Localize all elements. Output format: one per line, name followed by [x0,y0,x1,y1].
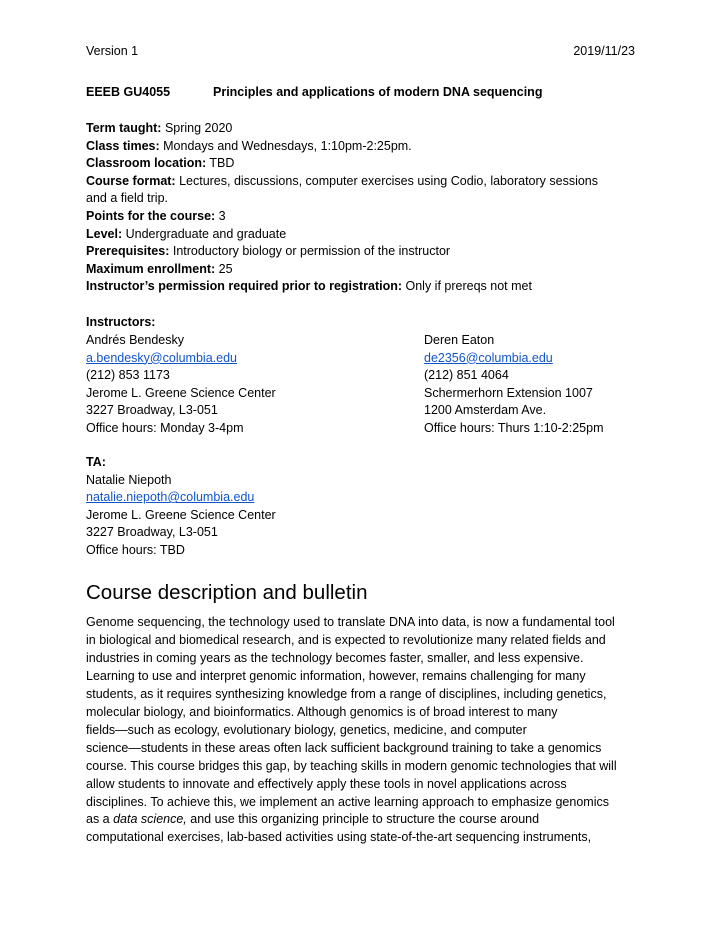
description-text: and use this organizing principle to structure the course around [186,812,540,827]
info-value: Only if prereqs not met [402,279,532,294]
instructor-phone: (212) 851 4064 [424,368,509,383]
info-format [86,173,646,191]
info-label: Maximum enrollment: [86,261,216,276]
instructor-phone: (212) 853 1173 [86,368,170,383]
info-value: 25 [215,261,233,276]
instructors-heading: Instructors: [86,315,156,329]
info-enrollment [86,261,646,279]
info-value: Spring 2020 [161,121,233,135]
description-line: disciplines. To achieve this, we implement an active learning approach to emphasize genomics [86,794,609,809]
description-line: allow students to innovate and effectively apply these tools in novel applications across [86,776,567,791]
instructor-address: 3227 Broadway, L3-051 [86,403,218,418]
ta-heading: TA: [86,455,106,469]
ta-email-link[interactable]: natalie.niepoth@columbia.edu [86,490,255,505]
info-permission [86,278,646,296]
instructor-bendesky [86,332,416,438]
description-line: molecular biology, and bioinformatics. Although genomics is of broad interest to many [86,704,558,719]
info-value: Lectures, discussions, computer exercises using Codio, laboratory sessions [175,173,599,188]
instructor-eaton [424,332,674,438]
description-line: industries in coming years as the technology becomes faster, smaller, and less expensive. [86,650,584,665]
instructors-heading-block [86,314,646,332]
info-value: 3 [215,208,226,223]
ta-block [86,454,646,560]
info-class-times [86,138,646,156]
instructor-email-link[interactable]: de2356@columbia.edu [424,350,553,365]
info-prerequisites [86,243,646,261]
info-classroom [86,155,646,173]
description-line: course. This course bridges this gap, by teaching skills in modern genomic technologies that will [86,758,617,773]
instructor-building: Schermerhorn Extension 1007 [424,385,593,400]
section-heading-course-description: Course description and bulletin [86,581,368,604]
description-line: fields—such as ecology, evolutionary biology, genetics, medicine, and computer [86,722,527,737]
ta-name: Natalie Niepoth [86,472,172,487]
ta-office-hours: Office hours: TBD [86,542,185,557]
info-value: Undergraduate and graduate [122,226,287,241]
data-science-emphasis: data science, [113,812,187,827]
info-points [86,208,646,226]
course-heading [86,85,543,99]
description-text: as a [86,812,114,827]
instructor-email-link[interactable]: a.bendesky@columbia.edu [86,350,237,365]
course-info [86,120,646,296]
info-label: Instructor’s permission required prior to registration: [86,279,403,294]
info-label: Class times: [86,138,160,153]
info-value: Introductory biology or permission of the instructor [169,244,451,259]
info-label: Classroom location: [86,156,207,171]
description-line: computational exercises, lab-based activities using state-of-the-art sequencing instruments, [86,830,592,845]
instructor-address: 1200 Amsterdam Ave. [424,403,547,418]
description-line: science—students in these areas often lack sufficient background training to take a genomics [86,740,602,755]
description-line-italic [86,811,646,829]
instructor-office-hours: Office hours: Monday 3-4pm [86,420,244,435]
document-date: 2019/11/23 [573,44,635,58]
ta-address: 3227 Broadway, L3-051 [86,525,218,540]
info-label: Course format: [86,173,176,188]
course-description [86,614,646,847]
ta-building: Jerome L. Greene Science Center [86,507,276,522]
info-term [86,120,646,138]
info-value: TBD [206,156,235,171]
info-label: Term taught: [86,121,162,135]
info-level [86,226,646,244]
description-line: in biological and biomedical research, and is expected to revolutionize many related fields and [86,632,606,647]
instructor-name: Andrés Bendesky [86,333,184,347]
info-label: Level: [86,226,123,241]
course-code: EEEB GU4055 [86,85,171,99]
description-line: Learning to use and interpret genomic information, however, remains challenging for many [86,668,586,683]
info-format-continuation: and a field trip. [86,191,168,206]
description-line: students, as it requires synthesizing knowledge from a range of disciplines, including genetics, [86,686,607,701]
info-label: Prerequisites: [86,244,170,259]
instructor-name: Deren Eaton [424,333,495,347]
instructor-building: Jerome L. Greene Science Center [86,385,276,400]
info-value: Mondays and Wednesdays, 1:10pm-2:25pm. [159,138,412,153]
description-line: Genome sequencing, the technology used to translate DNA into data, is now a fundamental tool [86,615,615,629]
course-title: Principles and applications of modern DNA sequencing [213,85,543,99]
version-label: Version 1 [86,44,139,58]
instructor-office-hours: Office hours: Thurs 1:10-2:25pm [424,420,604,435]
info-label: Points for the course: [86,208,216,223]
